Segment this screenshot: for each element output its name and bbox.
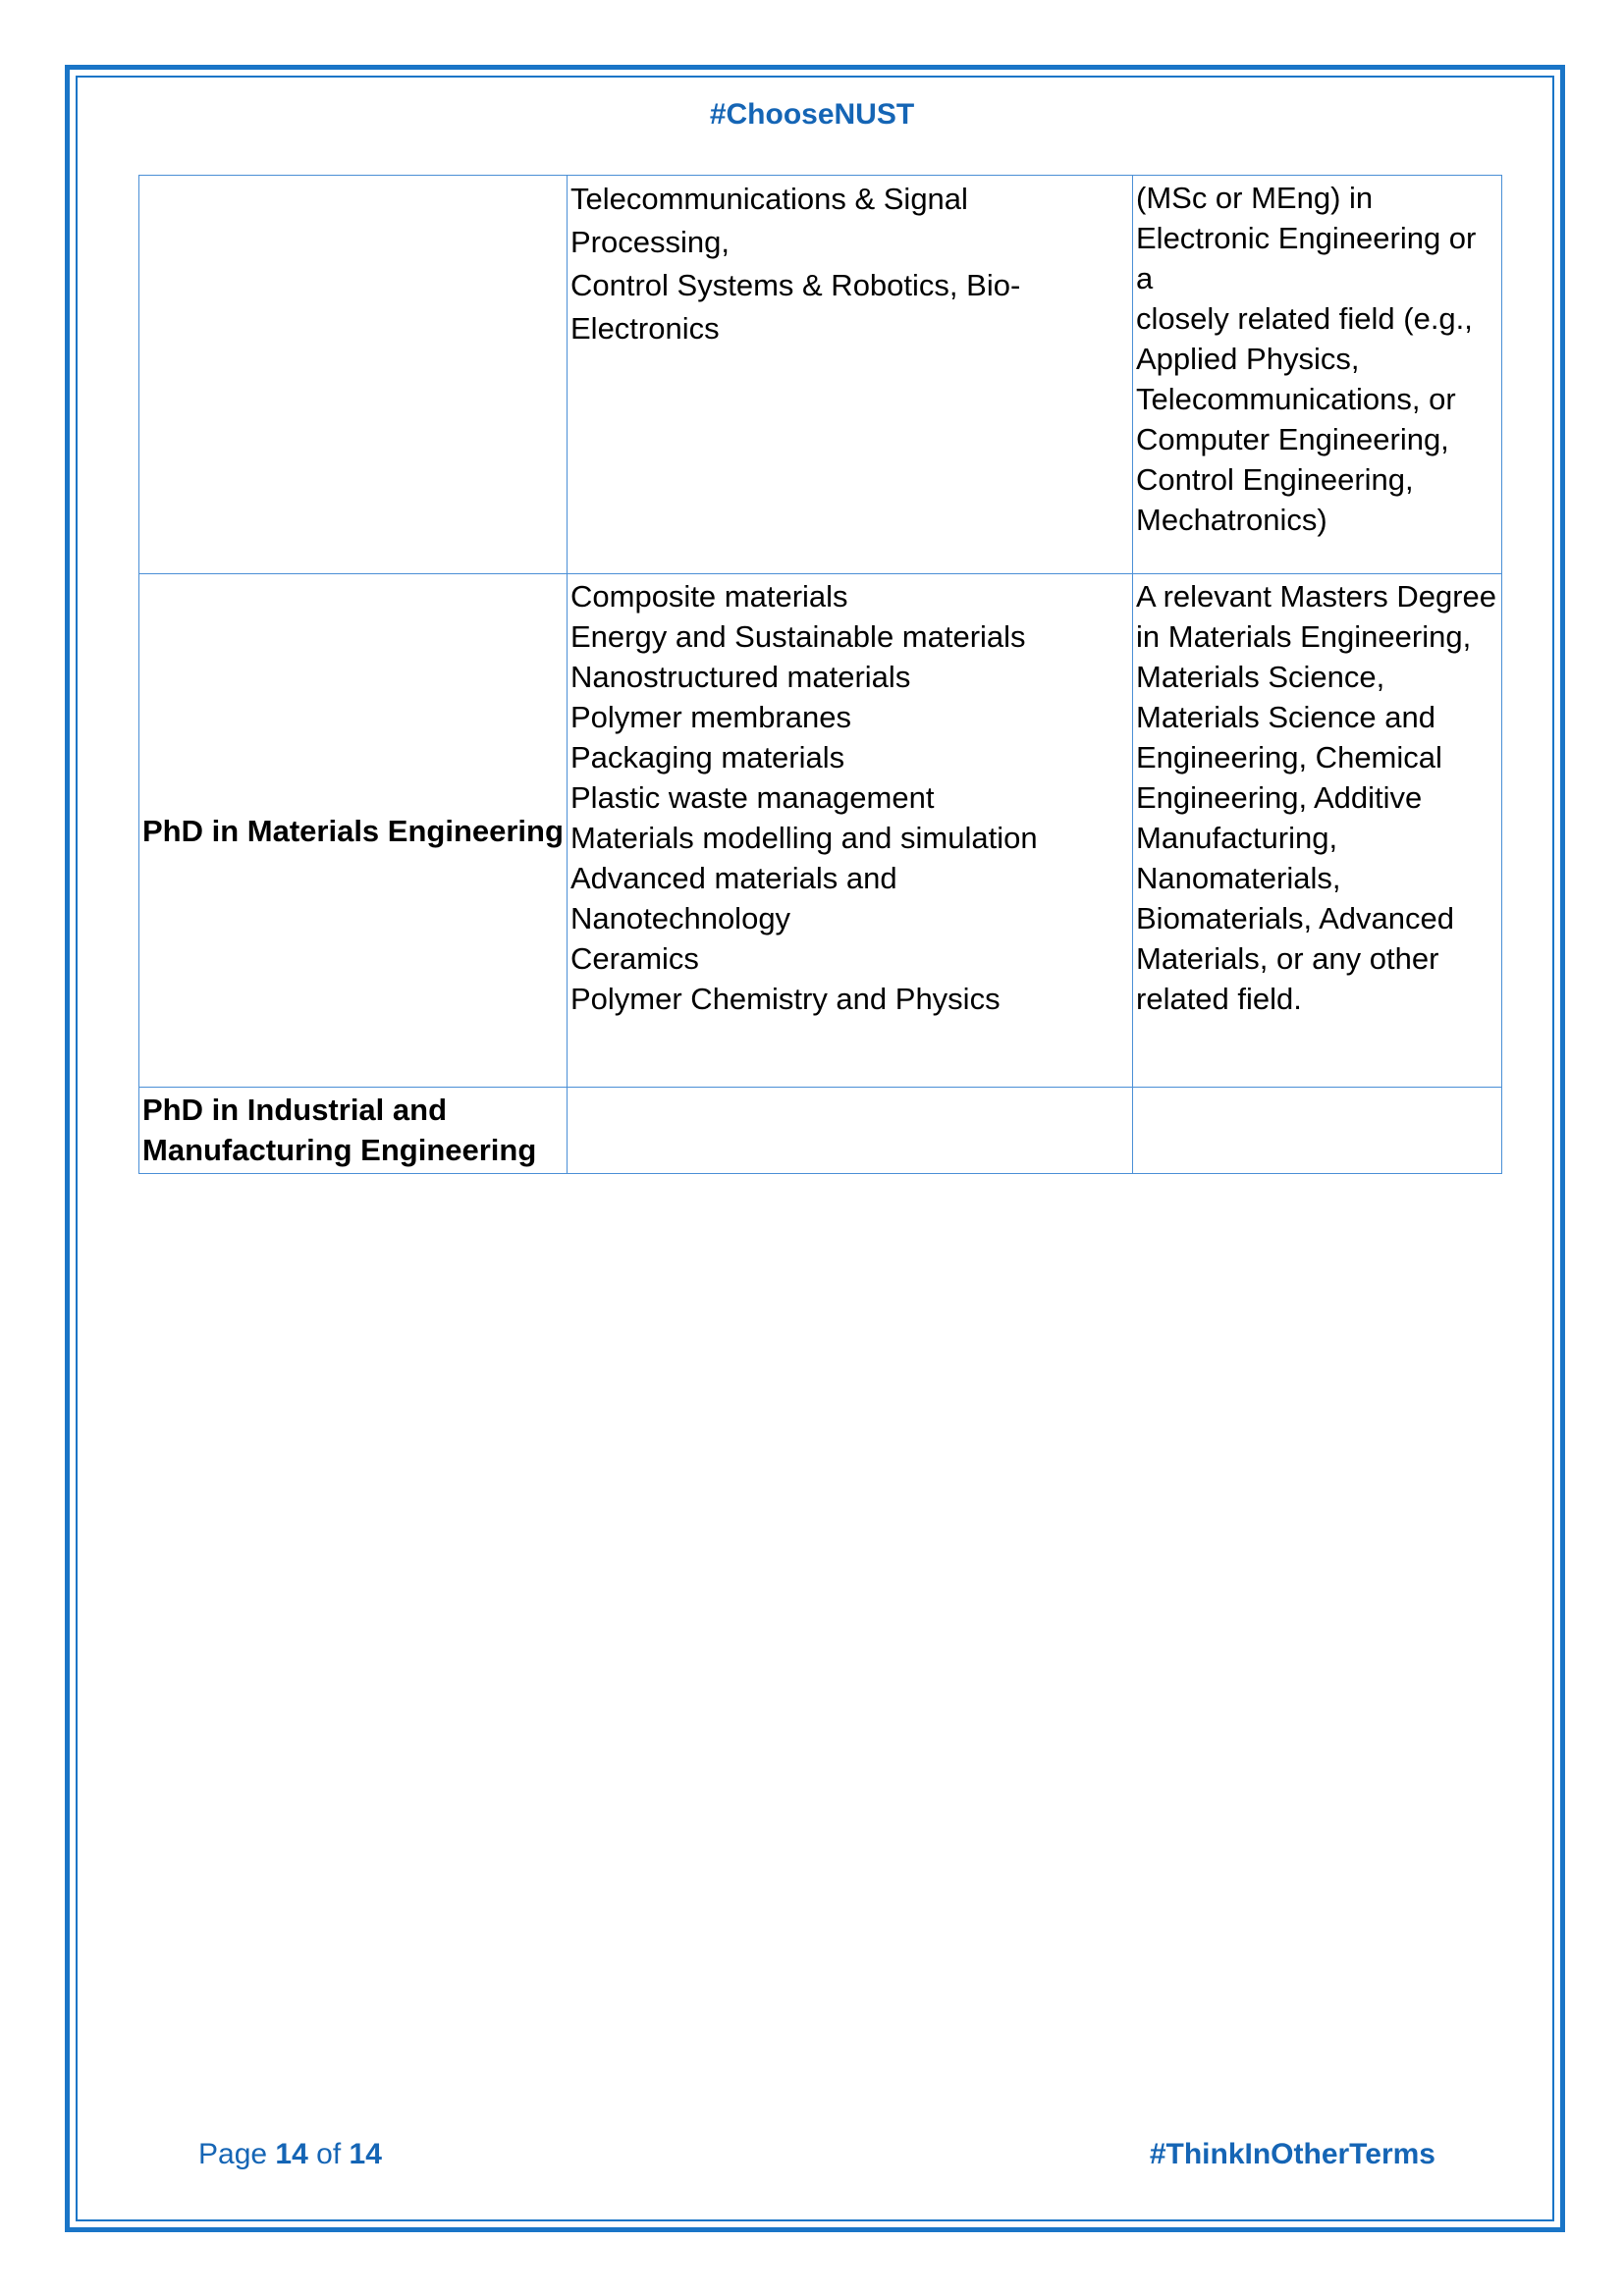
page-of: of <box>316 2138 342 2170</box>
eligibility-line: Materials, or any other <box>1136 941 1439 976</box>
specialization-line: Polymer Chemistry and Physics <box>570 982 1001 1016</box>
eligibility-cell <box>1133 574 1502 1088</box>
specialization-line: Polymer membranes <box>570 700 851 734</box>
specializations-cell <box>568 1088 1133 1174</box>
header-hashtag: #ChooseNUST <box>709 98 915 131</box>
eligibility-line: Biomaterials, Advanced <box>1136 901 1454 935</box>
specialization-line: Packaging materials <box>570 740 845 774</box>
eligibility-line: related field. <box>1136 982 1302 1016</box>
eligibility-line: closely related field (e.g., <box>1136 301 1473 336</box>
eligibility-cell <box>1133 1088 1502 1174</box>
program-cell: PhD in Materials Engineering <box>139 574 568 1088</box>
eligibility-line: Materials Science, <box>1136 660 1385 694</box>
specialization-line: Control Systems & Robotics, Bio- <box>570 268 1021 302</box>
eligibility-line: Nanomaterials, <box>1136 861 1341 895</box>
specialization-line: Materials modelling and simulation <box>570 821 1038 855</box>
specialization-line: Nanostructured materials <box>570 660 911 694</box>
page-current: 14 <box>275 2138 308 2170</box>
specialization-line: Advanced materials and <box>570 861 897 895</box>
specializations-cell <box>568 574 1133 1088</box>
eligibility-line: Electronic Engineering or a <box>1136 221 1477 295</box>
program-cell <box>139 1088 568 1174</box>
eligibility-line: Materials Science and <box>1136 700 1435 734</box>
program-title-line: Manufacturing Engineering <box>142 1133 537 1167</box>
specialization-line: Nanotechnology <box>570 901 791 935</box>
page-number <box>198 2138 382 2171</box>
specialization-line: Plastic waste management <box>570 780 935 815</box>
specialization-line: Composite materials <box>570 579 848 614</box>
eligibility-line: Engineering, Chemical <box>1136 740 1442 774</box>
table-row <box>139 1088 1502 1174</box>
eligibility-line: Mechatronics) <box>1136 503 1327 537</box>
program-title-line: PhD in Industrial and <box>142 1093 448 1127</box>
specializations-cell <box>568 176 1133 574</box>
eligibility-line: Telecommunications, or <box>1136 382 1456 416</box>
eligibility-cell <box>1133 176 1502 574</box>
eligibility-line: Applied Physics, <box>1136 342 1360 376</box>
specialization-line: Ceramics <box>570 941 699 976</box>
eligibility-line: Control Engineering, <box>1136 462 1414 497</box>
specialization-line: Electronics <box>570 311 720 346</box>
page-total: 14 <box>349 2138 382 2170</box>
eligibility-line: Manufacturing, <box>1136 821 1338 855</box>
eligibility-line: in Materials Engineering, <box>1136 619 1472 654</box>
specialization-line: Telecommunications & Signal Processing, <box>570 182 968 259</box>
eligibility-line: Computer Engineering, <box>1136 422 1449 456</box>
eligibility-line: (MSc or MEng) in <box>1136 181 1374 215</box>
table-row <box>139 574 1502 1088</box>
page-word: Page <box>198 2138 268 2170</box>
eligibility-line: A relevant Masters Degree <box>1136 579 1497 614</box>
program-cell <box>139 176 568 574</box>
specialization-line: Energy and Sustainable materials <box>570 619 1026 654</box>
eligibility-line: Engineering, Additive <box>1136 780 1423 815</box>
footer-hashtag: #ThinkInOtherTerms <box>1149 2138 1435 2170</box>
programs-table <box>138 175 1502 1174</box>
table-row <box>139 176 1502 574</box>
